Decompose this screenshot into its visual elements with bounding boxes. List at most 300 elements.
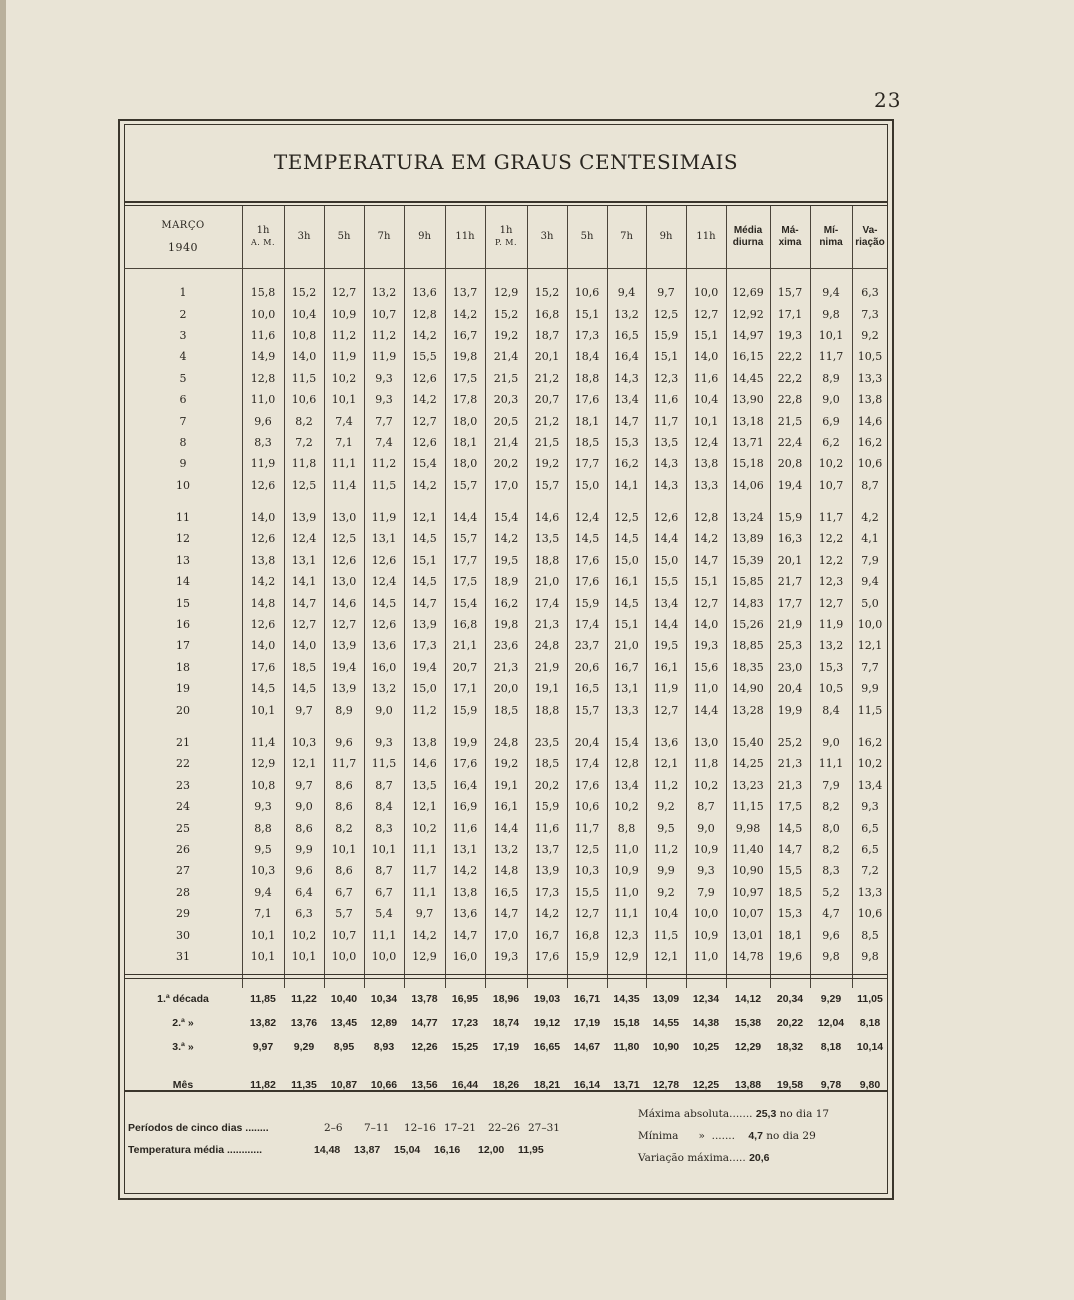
cell-value: 17,6: [452, 757, 478, 771]
cell-value: 11,9: [250, 457, 276, 471]
cell-value: 16,14: [573, 1079, 601, 1092]
cell-value: 15,9: [574, 949, 600, 963]
cell-value: 11,0: [693, 682, 719, 696]
cell-value: 12,8: [412, 307, 437, 321]
cell-value: 11,7: [818, 350, 844, 364]
cell-value: 6,3: [861, 286, 879, 300]
cell-value: 13,1: [371, 532, 397, 546]
cell-value: 23,5: [534, 736, 560, 749]
cell-value: 11,9: [371, 511, 397, 525]
cell-value: 8,18: [820, 1041, 842, 1054]
cell-value: 15,2: [534, 286, 560, 300]
row-label: 30: [176, 928, 190, 942]
cell-value: 13,01: [732, 928, 764, 942]
cell-value: 9,3: [254, 800, 272, 814]
cell-value: 13,8: [693, 457, 719, 471]
cell-value: 14,2: [493, 532, 519, 546]
cell-value: 13,9: [331, 639, 357, 653]
cell-value: 11,6: [452, 821, 478, 835]
cell-value: 15,9: [452, 703, 478, 717]
cell-value: 20,4: [777, 682, 803, 696]
cell-value: 13,5: [653, 435, 679, 449]
cell-value: 14,4: [653, 618, 679, 632]
cell-value: 11,7: [574, 821, 600, 835]
table-row: [124, 325, 888, 346]
col-header-top: Va-: [862, 225, 878, 236]
col-header-top: Má-: [781, 225, 799, 236]
cell-value: 11,1: [371, 928, 397, 942]
cell-value: 10,2: [331, 371, 357, 385]
cell-value: 23,6: [493, 639, 519, 653]
cell-value: 13,8: [857, 393, 883, 407]
cell-value: 12,1: [291, 757, 317, 771]
cell-value: 19,3: [777, 328, 803, 342]
cell-value: 14,4: [653, 532, 679, 546]
cell-value: 11,6: [653, 393, 679, 407]
cell-value: 20,4: [574, 736, 600, 749]
period-temp: 13,87: [354, 1144, 381, 1156]
cell-value: 13,78: [411, 993, 438, 1006]
cell-value: 15,0: [614, 553, 639, 567]
period-range: 2–6: [324, 1122, 343, 1134]
cell-value: 7,7: [375, 414, 393, 428]
table-row: [124, 453, 888, 474]
table-row: [124, 475, 888, 496]
summary-row: [124, 1011, 888, 1035]
cell-value: 13,76: [290, 1017, 318, 1030]
decade-gap-row: [124, 496, 888, 507]
cell-value: 9,6: [822, 928, 840, 942]
cell-value: 10,5: [857, 350, 883, 364]
period-temp: 14,48: [314, 1144, 341, 1156]
table-row: [124, 903, 888, 924]
cell-value: 13,3: [857, 371, 883, 385]
cell-value: 10,1: [331, 842, 357, 856]
cell-value: 11,7: [818, 511, 844, 525]
cell-value: 20,34: [776, 993, 804, 1006]
cell-value: 10,2: [857, 757, 883, 771]
cell-value: 5,0: [861, 596, 879, 610]
cell-value: 16,95: [451, 993, 479, 1006]
cell-value: 16,7: [614, 660, 639, 674]
col-header-8: [567, 206, 607, 268]
cell-value: 10,4: [291, 307, 317, 321]
cell-value: 12,6: [250, 532, 276, 546]
cell-value: 15,7: [452, 532, 478, 546]
cell-value: 13,71: [732, 435, 764, 449]
cell-value: 17,7: [574, 457, 600, 471]
cell-value: 9,29: [820, 993, 842, 1006]
cell-value: 18,35: [732, 660, 764, 674]
cell-value: 9,0: [822, 393, 840, 407]
cell-value: 7,3: [861, 307, 879, 321]
cell-value: 6,5: [861, 842, 879, 856]
cell-value: 15,5: [777, 864, 803, 878]
cell-value: 14,9: [250, 350, 276, 364]
table-title: TEMPERATURA EM GRAUS CENTESIMAIS: [273, 150, 739, 174]
cell-value: 11,2: [371, 457, 397, 471]
row-label: 5: [179, 371, 187, 385]
cell-value: 14,5: [250, 682, 276, 696]
table-row: [124, 389, 888, 410]
cell-value: 16,8: [534, 307, 560, 321]
cell-value: 9,4: [861, 575, 879, 589]
cell-value: 14,8: [250, 596, 276, 610]
cell-value: 12,78: [652, 1079, 680, 1092]
cell-value: 11,1: [412, 885, 437, 899]
cell-value: 20,8: [777, 457, 803, 471]
cell-value: 16,5: [614, 328, 639, 342]
cell-value: 10,8: [250, 778, 276, 792]
cell-value: 10,2: [291, 928, 317, 942]
cell-value: 14,2: [250, 575, 276, 589]
cell-value: 9,9: [657, 864, 675, 878]
cell-value: 18,8: [534, 703, 560, 717]
cell-value: 14,2: [452, 307, 478, 321]
cell-value: 19,2: [534, 457, 560, 471]
cell-value: 12,4: [693, 435, 719, 449]
cell-value: 8,6: [295, 821, 313, 835]
cell-value: 9,4: [254, 885, 272, 899]
cell-value: 19,1: [493, 778, 519, 792]
cell-value: 21,3: [777, 757, 803, 771]
row-label: 12: [176, 532, 190, 546]
cell-value: 12,04: [817, 1017, 845, 1030]
cell-value: 9,7: [657, 286, 675, 300]
cell-value: 10,97: [732, 885, 764, 899]
cell-value: 8,2: [335, 821, 353, 835]
table-row: [124, 796, 888, 817]
cell-value: 18,1: [452, 435, 478, 449]
cell-value: 15,3: [777, 907, 803, 921]
cell-value: 11,1: [818, 757, 844, 771]
table-row: [124, 860, 888, 881]
cell-value: 11,22: [291, 993, 317, 1006]
cell-value: 10,0: [371, 949, 397, 963]
header-row: [124, 206, 888, 268]
row-label: 15: [176, 596, 190, 610]
cell-value: 11,5: [291, 371, 317, 385]
cell-value: 11,0: [250, 393, 276, 407]
cell-value: 15,9: [653, 328, 679, 342]
cell-value: 12,9: [614, 949, 639, 963]
cell-value: 7,9: [861, 553, 879, 567]
cell-value: 18,5: [291, 660, 317, 674]
month-header: [124, 206, 242, 268]
cell-value: 11,8: [693, 757, 719, 771]
cell-value: 12,4: [291, 532, 317, 546]
row-label: 3.ª »: [172, 1041, 194, 1054]
col-header-11: [686, 206, 726, 268]
table-row: [124, 678, 888, 699]
cell-value: 18,1: [574, 414, 600, 428]
cell-value: 18,5: [574, 435, 600, 449]
table-row: [124, 635, 888, 656]
cell-value: 19,3: [493, 949, 519, 963]
cell-value: 12,6: [331, 553, 357, 567]
cell-value: 21,3: [777, 778, 803, 792]
cell-value: 21,0: [614, 639, 639, 653]
cell-value: 16,5: [574, 682, 600, 696]
cell-value: 18,21: [533, 1079, 561, 1092]
col-header-top: 11h: [455, 231, 475, 242]
cell-value: 14,7: [614, 414, 639, 428]
cell-value: 19,3: [693, 639, 719, 653]
cell-value: 15,9: [534, 800, 560, 814]
cell-value: 13,3: [693, 478, 719, 492]
cell-value: 13,5: [534, 532, 560, 546]
table-row: [124, 346, 888, 367]
cell-value: 14,6: [534, 511, 560, 525]
cell-value: 17,0: [493, 478, 519, 492]
cell-value: 8,3: [375, 821, 393, 835]
cell-value: 13,2: [818, 639, 844, 653]
row-label: 1: [179, 286, 187, 300]
cell-value: 8,0: [822, 821, 840, 835]
cell-value: 11,82: [250, 1079, 276, 1092]
cell-value: 11,6: [693, 371, 719, 385]
row-label: 21: [176, 736, 190, 749]
cell-value: 16,3: [777, 532, 803, 546]
cell-value: 16,65: [533, 1041, 561, 1054]
cell-value: 9,80: [859, 1079, 881, 1092]
cell-value: 9,0: [822, 736, 840, 749]
cell-value: 10,9: [693, 842, 719, 856]
col-header-sub: nima: [819, 237, 843, 248]
cell-value: 10,90: [652, 1041, 680, 1054]
cell-value: 17,3: [412, 639, 437, 653]
table-row: [124, 775, 888, 796]
cell-value: 8,6: [335, 778, 353, 792]
cell-value: 19,12: [533, 1017, 561, 1030]
cell-value: 10,3: [250, 864, 276, 878]
cell-value: 10,40: [330, 993, 358, 1006]
col-header-3: [364, 206, 404, 268]
cell-value: 13,6: [452, 907, 478, 921]
cell-value: 18,8: [534, 553, 560, 567]
cell-value: 12,3: [614, 928, 639, 942]
period-range: 17–21: [444, 1122, 476, 1134]
cell-value: 6,5: [861, 821, 879, 835]
cell-value: 14,38: [692, 1017, 720, 1030]
cell-value: 10,1: [250, 949, 276, 963]
cell-value: 13,90: [732, 393, 764, 407]
cell-value: 18,5: [777, 885, 803, 899]
cell-value: 19,4: [777, 478, 803, 492]
cell-value: 10,1: [250, 928, 276, 942]
col-header-top: 7h: [377, 231, 391, 242]
cell-value: 6,7: [335, 885, 353, 899]
cell-value: 12,1: [857, 639, 883, 653]
cell-value: 15,1: [412, 553, 437, 567]
col-header-sub: riação: [855, 237, 885, 248]
cell-value: 17,4: [574, 757, 600, 771]
cell-value: 12,5: [614, 511, 639, 525]
cell-value: 14,4: [493, 821, 519, 835]
row-label: 22: [176, 757, 190, 771]
row-label: 28: [176, 885, 190, 899]
cell-value: 9,5: [254, 842, 272, 856]
cell-value: 13,0: [693, 736, 719, 749]
periods-label: Períodos de cinco dias: [128, 1122, 243, 1134]
cell-value: 10,1: [818, 328, 844, 342]
cell-value: 14,5: [614, 596, 639, 610]
col-header-top: 1h: [256, 225, 270, 236]
var-value: 20,6: [749, 1152, 770, 1164]
cell-value: 15,2: [291, 286, 317, 300]
cell-value: 17,3: [574, 328, 600, 342]
col-header-12: [726, 206, 770, 268]
cell-value: 17,6: [574, 553, 600, 567]
cell-value: 13,2: [371, 682, 397, 696]
cell-value: 21,9: [777, 618, 803, 632]
cell-value: 21,0: [534, 575, 560, 589]
table-row: [124, 946, 888, 967]
cell-value: 22,2: [777, 371, 803, 385]
cell-value: 16,2: [493, 596, 519, 610]
cell-value: 13,9: [412, 618, 437, 632]
min-day: no dia 29: [766, 1130, 816, 1142]
cell-value: 13,6: [653, 736, 679, 749]
cell-value: 8,5: [861, 928, 879, 942]
col-header-top: Mí-: [823, 225, 839, 236]
cell-value: 4,1: [861, 532, 879, 546]
row-label: 25: [176, 821, 190, 835]
cell-value: 23,0: [777, 660, 803, 674]
min-quote: »: [698, 1130, 705, 1142]
cell-value: 8,3: [254, 435, 272, 449]
cell-value: 19,2: [493, 328, 519, 342]
cell-value: 21,2: [534, 414, 560, 428]
col-header-top: 1h: [499, 225, 513, 236]
cell-value: 13,89: [732, 532, 764, 546]
cell-value: 9,8: [822, 949, 840, 963]
cell-value: 10,0: [693, 907, 719, 921]
cell-value: 9,9: [861, 682, 879, 696]
cell-value: 7,9: [697, 885, 715, 899]
cell-value: 14,3: [614, 371, 639, 385]
col-header-top: Média: [733, 225, 763, 236]
cell-value: 10,0: [331, 949, 357, 963]
cell-value: 15,1: [574, 307, 600, 321]
row-label: 6: [179, 393, 187, 407]
cell-value: 17,19: [573, 1017, 601, 1030]
col-header-6: [485, 206, 527, 268]
cell-value: 14,2: [452, 864, 478, 878]
period-temp: 16,16: [434, 1144, 461, 1156]
row-label: Mês: [172, 1079, 194, 1092]
cell-value: 20,2: [493, 457, 519, 471]
cell-value: 11,9: [818, 618, 844, 632]
cell-value: 17,5: [452, 575, 478, 589]
max-abs-day: no dia 17: [779, 1108, 830, 1120]
cell-value: 8,7: [375, 864, 393, 878]
cell-value: 20,5: [493, 414, 519, 428]
col-header-10: [646, 206, 686, 268]
cell-value: 15,4: [614, 736, 639, 749]
cell-value: 16,2: [614, 457, 639, 471]
cell-value: 6,3: [295, 907, 313, 921]
cell-value: 14,5: [614, 532, 639, 546]
cell-value: 13,5: [412, 778, 437, 792]
cell-value: 20,2: [534, 778, 560, 792]
cell-value: 8,9: [822, 371, 840, 385]
cell-value: 10,1: [250, 703, 276, 717]
row-label: 23: [176, 778, 190, 792]
cell-value: 4,2: [861, 511, 879, 525]
cell-value: 15,9: [574, 596, 600, 610]
cell-value: 8,18: [859, 1017, 881, 1030]
cell-value: 12,9: [493, 286, 519, 300]
cell-value: 12,9: [412, 949, 437, 963]
cell-value: 10,0: [693, 286, 719, 300]
cell-value: 8,3: [822, 864, 840, 878]
cell-value: 10,6: [574, 286, 600, 300]
cell-value: 15,0: [574, 478, 600, 492]
cell-value: 15,18: [613, 1017, 640, 1030]
cell-value: 12,5: [574, 842, 600, 856]
footer-rule: [124, 1090, 888, 1092]
cell-value: 12,2: [818, 532, 844, 546]
periods-label-line: [128, 1122, 269, 1134]
col-header-sub: diurna: [732, 237, 764, 248]
cell-value: 10,1: [371, 842, 397, 856]
cell-value: 12,34: [692, 993, 720, 1006]
max-abs-value: 25,3: [755, 1108, 777, 1120]
cell-value: 17,3: [534, 885, 560, 899]
cell-value: 17,4: [534, 596, 560, 610]
cell-value: 12,1: [412, 800, 437, 814]
cell-value: 14,67: [573, 1041, 601, 1054]
period-range: 12–16: [404, 1122, 436, 1134]
cell-value: 11,0: [614, 885, 639, 899]
cell-value: 10,4: [653, 907, 679, 921]
table-row: [124, 550, 888, 571]
cell-value: 14,0: [693, 350, 719, 364]
cell-value: 6,2: [822, 435, 840, 449]
cell-value: 14,2: [693, 532, 719, 546]
table-row: [124, 282, 888, 303]
cell-value: 19,03: [533, 993, 561, 1006]
cell-value: 14,06: [732, 478, 764, 492]
cell-value: 12,7: [818, 596, 844, 610]
cell-value: 12,6: [412, 371, 437, 385]
row-label: 27: [176, 864, 190, 878]
cell-value: 19,5: [493, 553, 519, 567]
cell-value: 12,6: [653, 511, 679, 525]
cell-value: 20,7: [534, 393, 560, 407]
cell-value: 9,97: [252, 1041, 274, 1054]
cell-value: 10,7: [818, 478, 844, 492]
cell-value: 8,93: [373, 1041, 395, 1054]
cell-value: 16,2: [857, 435, 883, 449]
cell-value: 7,1: [254, 907, 272, 921]
cell-value: 17,23: [451, 1017, 479, 1030]
month-label: MARÇO: [161, 220, 205, 231]
cell-value: 13,28: [732, 703, 764, 717]
col-header-4: [404, 206, 445, 268]
cell-value: 9,8: [822, 307, 840, 321]
cell-value: 14,8: [493, 864, 519, 878]
cell-value: 12,7: [291, 618, 317, 632]
col-header-9: [607, 206, 646, 268]
cell-value: 17,7: [777, 596, 803, 610]
cell-value: 13,18: [732, 414, 764, 428]
cell-value: 15,38: [734, 1017, 762, 1030]
cell-value: 19,4: [331, 660, 357, 674]
cell-value: 14,1: [291, 575, 317, 589]
row-label: 17: [176, 639, 190, 653]
